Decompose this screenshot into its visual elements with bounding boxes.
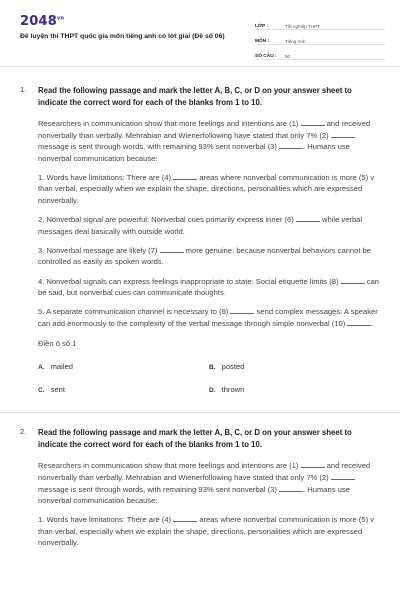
passage-text: Researchers in communication show that more feelings and intentions are (1) bbox=[38, 119, 301, 128]
meta-value: Tiếng Anh bbox=[285, 39, 306, 44]
option-letter: C. bbox=[38, 387, 45, 395]
passage-text: . bbox=[371, 318, 374, 328]
question-prompt: Read the following passage and mark the letter A, B, C, or D on your answer sheet to indicate the correct word for each of the blanks from 1 to 10. bbox=[38, 86, 352, 107]
option-letter: D. bbox=[209, 387, 216, 395]
meta-value: Tốt nghiệp THPT bbox=[285, 24, 320, 29]
passage-text: more genuine: because nonverbal behaviors cannot be controlled as easily as spoken words. bbox=[38, 245, 372, 267]
passage-text: 1. Words have limitations: There are (4) bbox=[38, 172, 174, 182]
meta-label: MÔN : bbox=[255, 39, 270, 44]
meta-label: SỐ CÂU : bbox=[255, 54, 277, 59]
answer-blank bbox=[230, 306, 254, 314]
passage-text: send complex messages: A speaker can add enormously to the complexity of the verbal message through simple nonverbal (10) bbox=[38, 307, 378, 328]
blank-selector-label: Điền ô số 1 bbox=[38, 339, 77, 349]
answer-blank bbox=[301, 460, 325, 468]
passage-text: 2. Nonverbal signal are powerful: Nonverbal cues primarily express inner (6) bbox=[38, 215, 296, 225]
passage-text: and received nonverbally than verbally. Mehrabian and Wienerfollowing have stated that only 7% (2) bbox=[38, 461, 371, 482]
passage-paragraph bbox=[38, 460, 380, 506]
passage-paragraph bbox=[38, 306, 380, 329]
answer-blank bbox=[347, 318, 374, 328]
site-logo[interactable]: $2048^{vn}$ bbox=[20, 14, 65, 29]
passage-text: areas where nonverbal communication is more (5) v than verbal, especially when we explain the shape, directions, personalities which are expressed nonverbally. bbox=[38, 172, 375, 206]
answer-blank bbox=[296, 214, 320, 222]
option-letter: B. bbox=[209, 364, 216, 372]
passage-text: 5. A separate communication channel is necessary to (9) bbox=[38, 307, 231, 317]
passage-text: 4. Nonverbal signals can express feelings inappropriate to state: Social etiquette limits (8) bbox=[38, 276, 341, 286]
passage-text: Researchers in communication show that more feelings and intentions are (1) bbox=[38, 461, 301, 471]
passage-text: areas where nonverbal communication is more (5) v than verbal, especially when we explain the shape, directions, personalities which are expressed nonverbally. bbox=[38, 515, 375, 548]
answer-blank bbox=[173, 172, 197, 180]
meta-class-row bbox=[255, 16, 385, 30]
passage-text: message is sent through words, with remaining 93% sent nonverbal (3) bbox=[38, 484, 280, 494]
passage-text: while verbal messages deal basically with outside world. bbox=[38, 215, 363, 236]
question-block bbox=[20, 85, 380, 394]
answer-blank bbox=[279, 141, 303, 149]
passage-text: and received nonverbally than verbally. Mehrabian and Wienerfollowing have stated that only 7% (2) bbox=[38, 119, 371, 140]
passage-text: message is sent through words, with remaining 93% sent nonverbal (3) bbox=[38, 142, 280, 152]
option-text: thrown bbox=[221, 385, 245, 395]
passage-text: 3. Nonverbal message are likely (7) bbox=[38, 245, 160, 255]
passage-text: can be said, but nonverbal cues can communicate thoughts. bbox=[38, 276, 380, 298]
meta-value: 50 bbox=[285, 54, 291, 59]
meta-subject-row bbox=[255, 31, 385, 45]
option-letter: A. bbox=[38, 364, 45, 372]
answer-blank bbox=[341, 276, 365, 284]
answer-blank bbox=[279, 484, 303, 492]
answer-blank bbox=[331, 472, 355, 480]
passage-paragraph bbox=[38, 514, 380, 549]
answer-option[interactable] bbox=[38, 385, 209, 394]
question-list bbox=[0, 67, 400, 549]
answer-options bbox=[38, 362, 380, 394]
passage-paragraph bbox=[38, 276, 380, 299]
question-number: 1. bbox=[20, 85, 27, 94]
question-prompt: Read the following passage and mark the letter A, B, C, or D on your answer sheet to indicate the correct word for each of the blanks from 1 to 10. bbox=[38, 428, 352, 450]
answer-blank bbox=[331, 130, 355, 138]
option-text: sent bbox=[50, 385, 65, 395]
answer-option[interactable] bbox=[209, 362, 380, 371]
answer-blank bbox=[173, 514, 197, 522]
passage-text: . Humans use nonverbal communication because: bbox=[38, 484, 350, 506]
passage-paragraph bbox=[38, 172, 380, 207]
document-meta bbox=[255, 16, 385, 61]
document-title: Đề luyện thi THPT quốc gia môn tiếng anh có lời giải (Đề số 06) bbox=[20, 33, 225, 40]
passage-paragraph bbox=[38, 214, 380, 237]
question-block bbox=[20, 427, 380, 549]
answer-option[interactable] bbox=[38, 362, 209, 371]
option-text: posted bbox=[221, 362, 245, 372]
answer-blank bbox=[301, 118, 325, 126]
page-header bbox=[0, 0, 400, 67]
passage bbox=[38, 118, 380, 329]
passage-paragraph bbox=[38, 118, 380, 164]
answer-blank bbox=[160, 245, 184, 253]
meta-label: LỚP : bbox=[255, 24, 269, 29]
question-number: 2. bbox=[20, 427, 27, 437]
passage-paragraph bbox=[38, 245, 380, 268]
question-divider bbox=[0, 412, 400, 413]
passage-text: 1. Words have limitations: There are (4) bbox=[38, 515, 174, 525]
option-text: mailed bbox=[50, 362, 73, 372]
passage-text: . Humans use nonverbal communication because: bbox=[38, 142, 350, 163]
passage bbox=[38, 460, 380, 549]
meta-count-row bbox=[255, 46, 385, 60]
answer-option[interactable] bbox=[209, 385, 380, 394]
